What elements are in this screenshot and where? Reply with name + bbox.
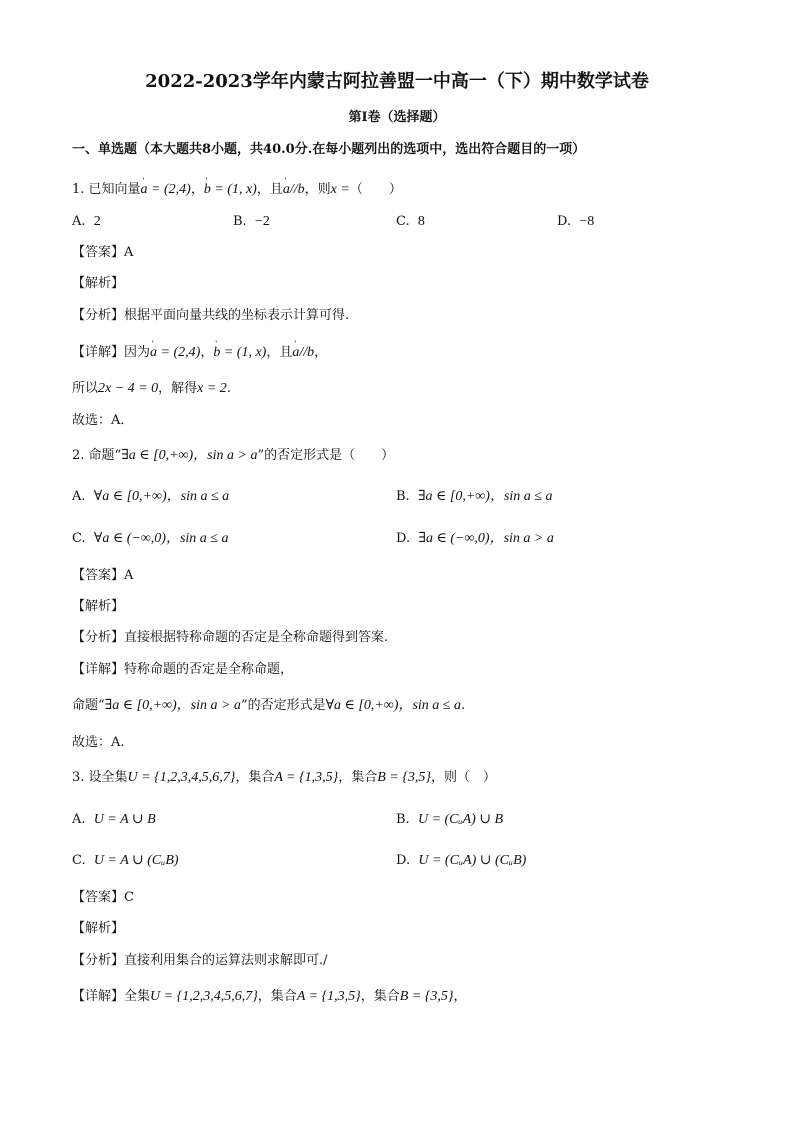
q1-detail-line2	[72, 379, 231, 399]
q1-line2-pre: 所以	[72, 381, 99, 396]
q2-line2-end: .	[460, 698, 466, 713]
option-value: ∃a ∈ (−∞,0)，sin a > a	[418, 531, 554, 546]
answer-value: C	[124, 890, 134, 905]
q1-analysis-tag: 【解析】	[72, 276, 125, 291]
fenxi-tag: 【分析】	[72, 308, 125, 323]
option-label: B.	[396, 812, 410, 827]
answer-tag: 【答案】	[72, 890, 125, 905]
q2-line2-mid: ”的否定形式是	[240, 698, 326, 713]
question-1-stem	[72, 180, 402, 200]
q1-detail-vector-b: ' b = (1, x)	[213, 343, 266, 363]
option-label: B.	[233, 214, 247, 229]
option-label: D.	[396, 531, 411, 546]
q1-detail-vector-a: ' a = (2,4)	[150, 343, 200, 363]
q3-set-u: U = {1,2,3,4,5,6,7}	[127, 770, 236, 785]
q3-stem-post: ，则（ ）	[431, 770, 497, 785]
q1-detail-pre: 因为	[124, 345, 151, 360]
option-value: 8	[417, 214, 425, 229]
q1-vector-a: ' a = (2,4)	[141, 180, 191, 200]
q3-detail-pre: 全集	[124, 989, 151, 1004]
page-title: 2022-2023学年内蒙古阿拉善盟一中高一（下）期中数学试卷	[145, 71, 649, 92]
section-heading: 一、单选题（本大题共8小题，共40.0分.在每小题列出的选项中，选出符合题目的一项）	[72, 142, 586, 157]
q1-fenxi	[72, 306, 349, 326]
q3-detail-mid2: ，集合	[360, 989, 400, 1004]
answer-value: A	[124, 568, 134, 583]
q1-detail	[72, 343, 327, 363]
option-label: A.	[72, 812, 86, 827]
answer-tag: 【答案】	[72, 245, 125, 260]
q2-detail	[72, 660, 293, 680]
option-label: C.	[72, 853, 86, 868]
answer-value: A	[124, 245, 134, 260]
option-label: A.	[72, 489, 86, 504]
q2-option-b	[396, 487, 552, 507]
q3-fenxi	[72, 951, 328, 971]
q2-line2-math2: ∀a ∈ [0,+∞)，sin a ≤ a	[325, 698, 461, 713]
q3-set-a: A = {1,3,5}	[274, 770, 339, 785]
option-label: C.	[72, 531, 86, 546]
detail-tag: 【详解】	[72, 989, 125, 1004]
q1-stem-pre: 1. 已知向量	[72, 182, 141, 197]
q1-conclusion: 故选：A．	[72, 413, 134, 428]
q1-equation: 2x − 4 = 0	[98, 381, 159, 396]
q3-detail-set-u: U = {1,2,3,4,5,6,7}	[150, 989, 258, 1004]
option-value: U = A ∪ (CᵤB)	[93, 853, 179, 868]
q2-fenxi	[72, 628, 388, 648]
q3-detail-set-a: A = {1,3,5}	[296, 989, 361, 1004]
q3-option-b	[396, 810, 503, 830]
q1-blank: （ ）	[349, 182, 402, 197]
q2-stem-post: ”的否定形式是（ ）	[257, 448, 395, 463]
page-subtitle: 第I卷（选择题）	[348, 110, 446, 125]
option-value: U = (CᵤA) ∪ (CᵤB)	[418, 853, 527, 868]
option-label: D.	[557, 214, 572, 229]
q1-option-d	[557, 212, 594, 232]
detail-tag: 【详解】	[72, 345, 125, 360]
question-2-stem	[72, 446, 394, 466]
q2-line2-math1: ∃a ∈ [0,+∞)，sin a > a	[104, 698, 241, 713]
q2-option-d	[396, 529, 554, 549]
option-value: U = (CᵤA) ∪ B	[417, 812, 504, 827]
q3-detail-end: ，	[453, 989, 467, 1004]
fenxi-tag: 【分析】	[72, 953, 125, 968]
option-label: D.	[396, 853, 411, 868]
q3-mid2: ，集合	[338, 770, 378, 785]
q2-option-c	[72, 529, 228, 549]
q1-detail-and: ，且	[266, 345, 293, 360]
fenxi-text: 直接根据特称命题的否定是全称命题得到答案.	[124, 630, 389, 645]
option-value: 2	[93, 214, 101, 229]
q1-line2-mid: ，解得	[158, 381, 198, 396]
q1-line2-end: .	[226, 381, 231, 396]
q2-line2-pre: 命题“	[72, 698, 105, 713]
q3-stem-pre: 3. 设全集	[72, 770, 128, 785]
q3-detail-mid1: ，集合	[257, 989, 297, 1004]
q3-analysis-tag: 【解析】	[72, 921, 125, 936]
option-label: A.	[72, 214, 86, 229]
q1-stem-post: ，则	[304, 182, 331, 197]
q3-option-c	[72, 851, 179, 871]
q2-option-a	[72, 487, 229, 507]
q3-set-b: B = {3,5}	[377, 770, 431, 785]
option-label: C.	[396, 214, 410, 229]
q1-answer	[72, 243, 133, 263]
q2-answer	[72, 566, 133, 586]
q1-detail-parallel: ' a//b	[292, 343, 314, 363]
q2-analysis-tag: 【解析】	[72, 599, 125, 614]
q1-x-eq: x =	[330, 182, 350, 197]
q1-detail-end: ，	[314, 345, 328, 360]
q2-detail-line2	[72, 696, 465, 716]
option-value: ∀a ∈ [0,+∞)，sin a ≤ a	[93, 489, 230, 504]
q3-answer	[72, 888, 134, 908]
q3-option-a	[72, 810, 156, 830]
detail-text: 特称命题的否定是全称命题，	[124, 662, 294, 677]
option-value: −2	[254, 214, 270, 229]
q3-mid1: ，集合	[235, 770, 275, 785]
fenxi-text: 根据平面向量共线的坐标表示计算可得.	[124, 308, 350, 323]
q1-vector-b: ' b = (1, x)	[204, 180, 257, 200]
q1-option-b	[233, 212, 270, 232]
q1-parallel: ' a//b	[283, 180, 305, 200]
option-value: −8	[579, 214, 595, 229]
option-label: B.	[396, 489, 410, 504]
q1-detail-sep: ，	[200, 345, 214, 360]
fenxi-text: 直接利用集合的运算法则求解即可./	[124, 953, 328, 968]
detail-tag: 【详解】	[72, 662, 125, 677]
q2-stem-pre: 2. 命题“	[72, 448, 122, 463]
q1-solution: x = 2	[197, 381, 227, 396]
q1-option-a	[72, 212, 101, 232]
q2-stem-math: ∃a ∈ [0,+∞)，sin a > a	[121, 448, 258, 463]
q2-conclusion: 故选：A.	[72, 735, 125, 750]
option-value: ∃a ∈ [0,+∞)，sin a ≤ a	[417, 489, 553, 504]
q3-option-d	[396, 851, 526, 871]
option-value: ∀a ∈ (−∞,0)，sin a ≤ a	[93, 531, 229, 546]
q3-detail-set-b: B = {3,5}	[399, 989, 454, 1004]
fenxi-tag: 【分析】	[72, 630, 125, 645]
q1-sep2: ，且	[256, 182, 283, 197]
q3-detail	[72, 987, 467, 1007]
q1-sep1: ，	[190, 182, 204, 197]
q1-option-c	[396, 212, 425, 232]
answer-tag: 【答案】	[72, 568, 125, 583]
option-value: U = A ∪ B	[93, 812, 156, 827]
question-3-stem	[72, 768, 496, 788]
